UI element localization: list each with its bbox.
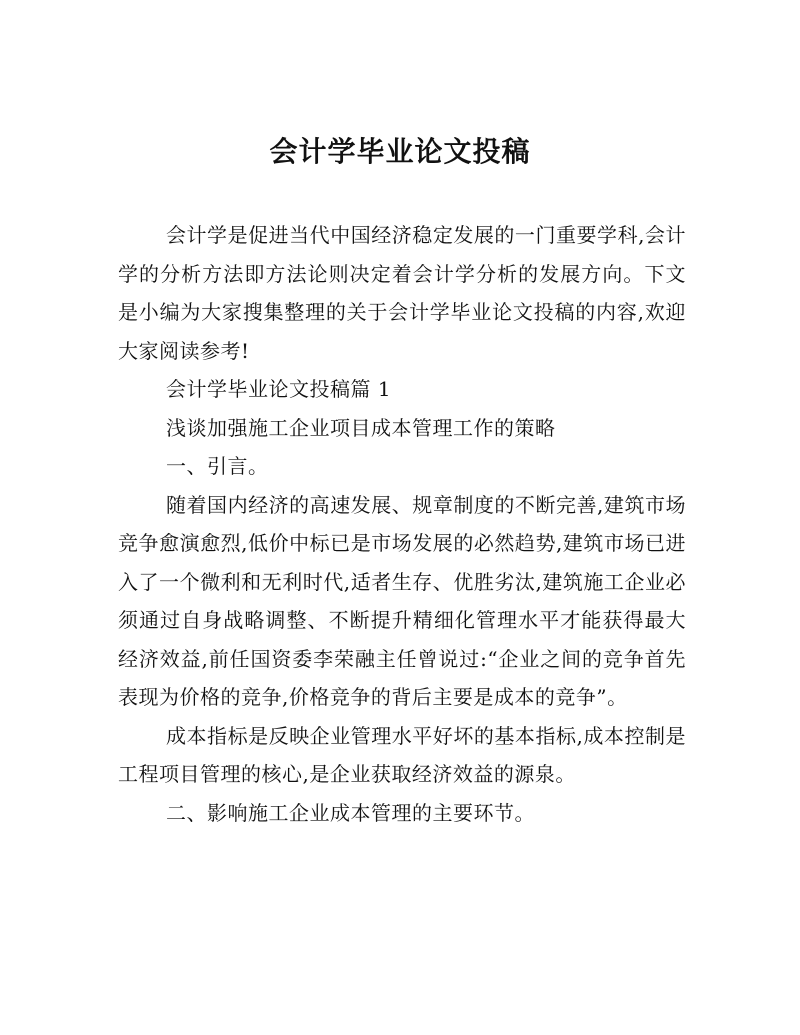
document-title: 会计学毕业论文投稿 [269,135,531,168]
body-paragraph: 随着国内经济的高速发展、规章制度的不断完善,建筑市场竞争愈演愈烈,低价中标已是市场发展的必然趋势,建筑市场已进入了一个微利和无利时代,适者生存、优胜劣汰,建筑施工企业必须通过自身战略调整、不断提升精细化管理水平才能获得最大经济效益,前任国资委李荣融主任曾说过:“企业之间的竞争首先表现为价格的竞争,价格竞争的背后主要是成本的竞争”。 [118,492,686,709]
body-paragraph: 成本指标是反映企业管理水平好坏的基本指标,成本控制是工程项目管理的核心,是企业获取经济效益的源泉。 [118,723,686,786]
section-heading-intro: 一、引言。 [166,454,269,478]
article-heading: 会计学毕业论文投稿篇 1 [166,377,392,401]
section-heading-factors: 二、影响施工企业成本管理的主要环节。 [166,800,535,825]
intro-paragraph: 会计学是促进当代中国经济稳定发展的一门重要学科,会计学的分析方法即方法论则决定着会计学分析的发展方向。下文是小编为大家搜集整理的关于会计学毕业论文投稿的内容,欢迎大家阅读参考! [118,223,686,363]
article-subtitle: 浅谈加强施工企业项目成本管理工作的策略 [166,415,556,440]
document-body [118,216,686,832]
